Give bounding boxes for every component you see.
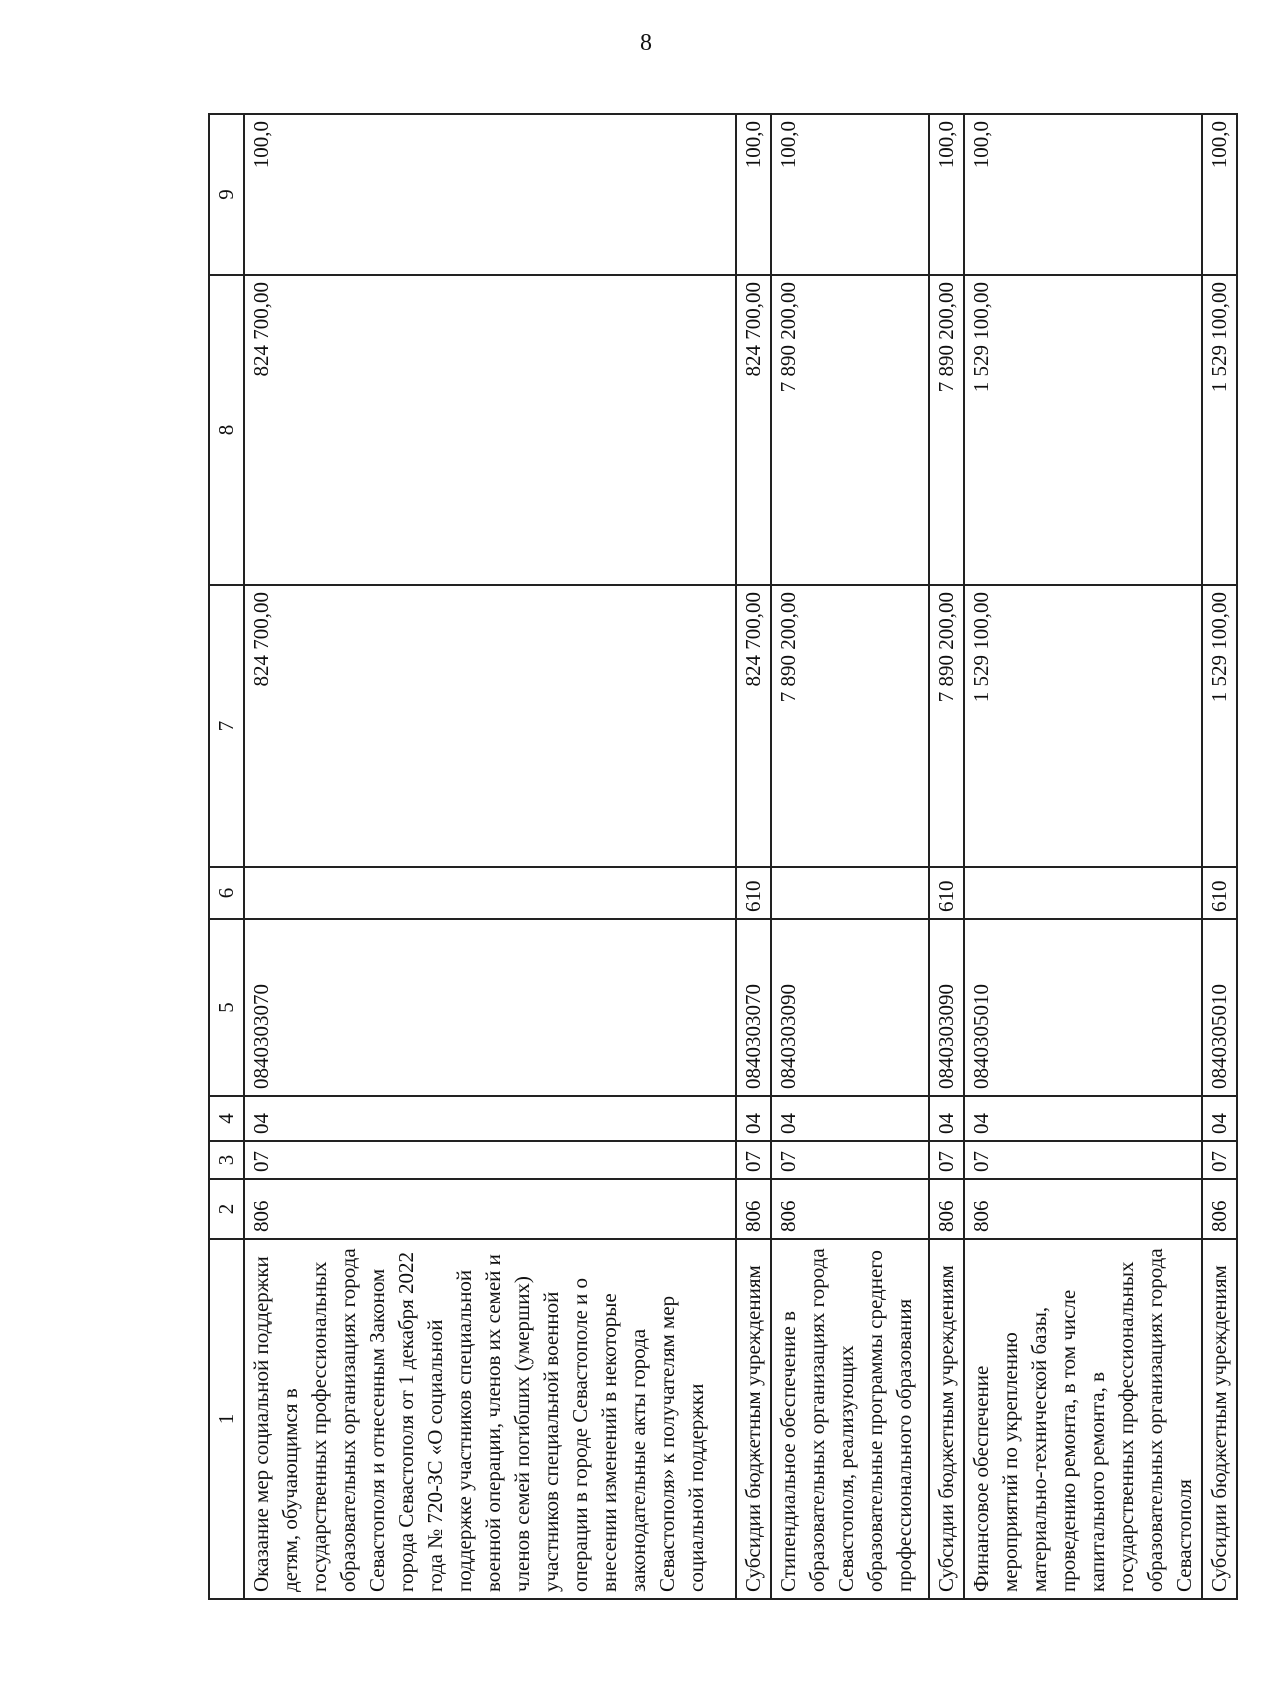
percent-cell: 100,0 <box>736 114 771 275</box>
header-cell: 7 <box>209 585 244 867</box>
header-cell: 1 <box>209 1239 244 1599</box>
expense-type-cell: 610 <box>736 867 771 919</box>
header-cell: 2 <box>209 1179 244 1239</box>
amount-cell: 7 890 200,00 <box>771 275 929 585</box>
page-number: 8 <box>640 30 652 56</box>
row-name-cell: Субсидии бюджетным учреждениям <box>929 1239 964 1599</box>
amount-cell: 7 890 200,00 <box>929 585 964 867</box>
amount-cell: 824 700,00 <box>736 585 771 867</box>
target-article-cell: 0840303070 <box>244 919 736 1096</box>
section-cell: 07 <box>244 1141 736 1179</box>
rotated-table-frame <box>208 115 1283 1600</box>
percent-cell: 100,0 <box>771 114 929 275</box>
target-article-cell: 0840305010 <box>1202 919 1237 1096</box>
amount-cell: 7 890 200,00 <box>771 585 929 867</box>
header-cell: 5 <box>209 919 244 1096</box>
target-article-cell: 0840303070 <box>736 919 771 1096</box>
expense-type-cell <box>771 867 929 919</box>
amount-cell: 7 890 200,00 <box>929 275 964 585</box>
table-row <box>1202 114 1237 1599</box>
target-article-cell: 0840303090 <box>929 919 964 1096</box>
section-cell: 07 <box>736 1141 771 1179</box>
ministry-code-cell: 806 <box>929 1179 964 1239</box>
percent-cell: 100,0 <box>244 114 736 275</box>
row-name-cell: Стипендиальное обеспечение в образовательных организациях города Севастополя, реализующих образовательные программы среднего профессионального образования <box>771 1239 929 1599</box>
ministry-code-cell: 806 <box>964 1179 1202 1239</box>
target-article-cell: 0840303090 <box>771 919 929 1096</box>
percent-cell: 100,0 <box>929 114 964 275</box>
expense-type-cell: 610 <box>1202 867 1237 919</box>
percent-cell: 100,0 <box>964 114 1202 275</box>
subsection-cell: 04 <box>771 1096 929 1141</box>
header-row <box>209 114 244 1599</box>
subsection-cell: 04 <box>964 1096 1202 1141</box>
ministry-code-cell: 806 <box>771 1179 929 1239</box>
section-cell: 07 <box>964 1141 1202 1179</box>
subsection-cell: 04 <box>1202 1096 1237 1141</box>
section-cell: 07 <box>771 1141 929 1179</box>
amount-cell: 1 529 100,00 <box>1202 585 1237 867</box>
section-cell: 07 <box>929 1141 964 1179</box>
table-row <box>929 114 964 1599</box>
target-article-cell: 0840305010 <box>964 919 1202 1096</box>
amount-cell: 1 529 100,00 <box>1202 275 1237 585</box>
table-row <box>964 114 1202 1599</box>
amount-cell: 824 700,00 <box>244 275 736 585</box>
expense-type-cell <box>964 867 1202 919</box>
row-name-cell: Оказание мер социальной поддержки детям, обучающимся в государственных профессиональных образовательных организациях города Севастополя и отнесенным Законом города Севастополя от 1 декабря 2022 года № 720-ЗС «О социальной поддержке участников специальной военной операции, членов их семей и членов семей погибших (умерших) участников специальной военной операции в городе Севастополе и о внесении изменений в некоторые законодательные акты города Севастополя» к получателям мер социальной поддержки <box>244 1239 736 1599</box>
table-row <box>736 114 771 1599</box>
amount-cell: 824 700,00 <box>244 585 736 867</box>
ministry-code-cell: 806 <box>736 1179 771 1239</box>
subsection-cell: 04 <box>929 1096 964 1141</box>
section-cell: 07 <box>1202 1141 1237 1179</box>
percent-cell: 100,0 <box>1202 114 1237 275</box>
header-cell: 9 <box>209 114 244 275</box>
header-cell: 8 <box>209 275 244 585</box>
subsection-cell: 04 <box>736 1096 771 1141</box>
row-name-cell: Субсидии бюджетным учреждениям <box>1202 1239 1237 1599</box>
table-row <box>244 114 736 1599</box>
budget-table <box>208 113 1238 1600</box>
row-name-cell: Финансовое обеспечение мероприятий по укреплению материально-технической базы, проведению ремонта, в том числе капитального ремонта, в государственных профессиональных образовательных организациях города Севастополя <box>964 1239 1202 1599</box>
ministry-code-cell: 806 <box>1202 1179 1237 1239</box>
expense-type-cell <box>244 867 736 919</box>
header-cell: 3 <box>209 1141 244 1179</box>
ministry-code-cell: 806 <box>244 1179 736 1239</box>
expense-type-cell: 610 <box>929 867 964 919</box>
header-cell: 4 <box>209 1096 244 1141</box>
amount-cell: 1 529 100,00 <box>964 275 1202 585</box>
subsection-cell: 04 <box>244 1096 736 1141</box>
amount-cell: 1 529 100,00 <box>964 585 1202 867</box>
amount-cell: 824 700,00 <box>736 275 771 585</box>
table-row <box>771 114 929 1599</box>
header-cell: 6 <box>209 867 244 919</box>
row-name-cell: Субсидии бюджетным учреждениям <box>736 1239 771 1599</box>
